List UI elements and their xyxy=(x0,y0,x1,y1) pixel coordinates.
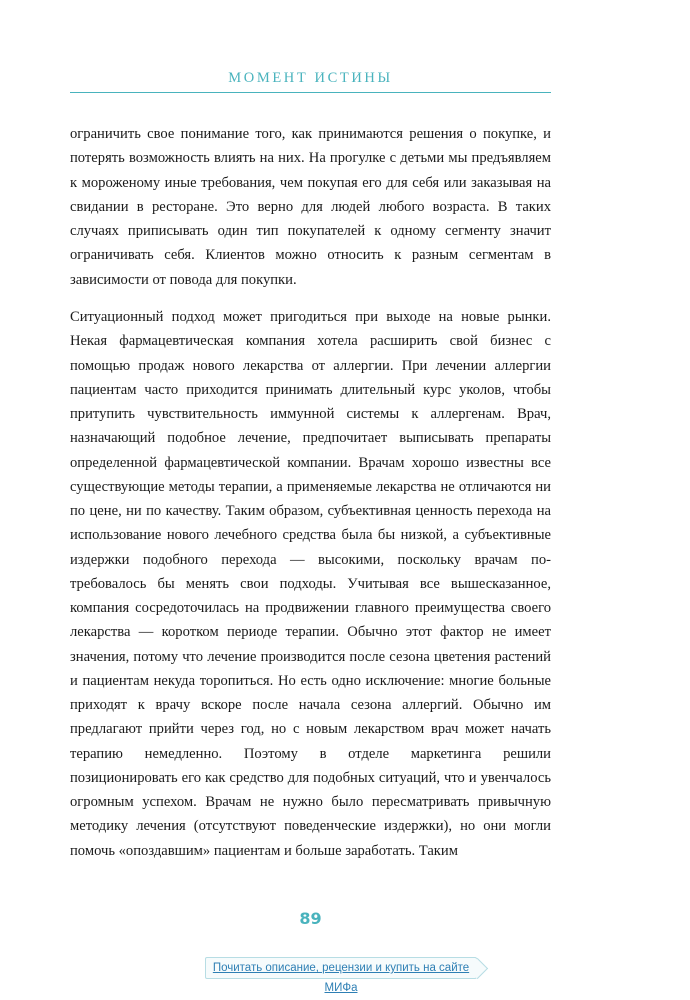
buy-book-link[interactable] xyxy=(205,957,477,994)
body-paragraph-2: Ситуационный подход может пригодиться при выходе на новые рынки. Некая фармацевтическая компания хотела расширить свой бизнес с помощью продаж нового лекарства от аллергии. При лечении аллергии пациентам часто приходится принимать длительный курс уколов, чтобы притупить чувствительность иммунной системы к аллергенам. Врач, назначающий подобное лечение, предпочитает выписывать препараты определенной фармацевтической компании. Врачам хорошо известны все существующие методы терапии, а применяемые лекарства не отличаются ни по цене, ни по качеству. Таким образом, субъективная ценность перехода на использование нового лечебного средства была бы низкой, а субъективные издержки подобного перехода — высокими, поскольку врачам потребовалось бы менять свои подходы. Учитывая все вышесказанное, компания сосредоточилась на продвижении главного преимущества своего лекарства — коротком периоде терапии. Обычно этот фактор не имеет значения, потому что лечение производится после сезона цветения растений и пациентам некуда торопиться. Но есть одно исключение: многие больные приходят к врачу вскоре после начала сезона аллергий. Обычно им предлагают прийти через год, но с новым лекарством врач может начать терапию немедленно. Поэтому в отделе маркетинга решили позиционировать его как средство для подобных ситуаций, что и увенчалось огромным успехом. Врачам не нужно было пересматривать привычную методику лечения (отсутствуют поведенческие издержки), но они могли помочь «опоздавшим» пациентам и больше заработать. Таким xyxy=(70,309,551,859)
buy-book-link-label: Почитать описание, рецензии и купить на сайте МИФа xyxy=(212,962,470,994)
header-rule xyxy=(70,92,551,93)
page-number: 89 xyxy=(299,909,322,928)
running-title: МОМЕНТ ИСТИНЫ xyxy=(228,70,393,86)
body-paragraph-1: ограничить свое понимание того, как принимаются решения о покупке, и потерять возможность влиять на них. На прогулке с детьми мы предъявляем к мороженому иные требования, чем покупая его для себя или заказывая на свидании в ресторане. Это верно для людей любого возраста. В таких случаях приписывать один тип покупателей к одному сегменту значит ограничивать себя. Клиентов можно относить к разным сегментам в зависимости от повода для покупки. xyxy=(70,126,551,288)
